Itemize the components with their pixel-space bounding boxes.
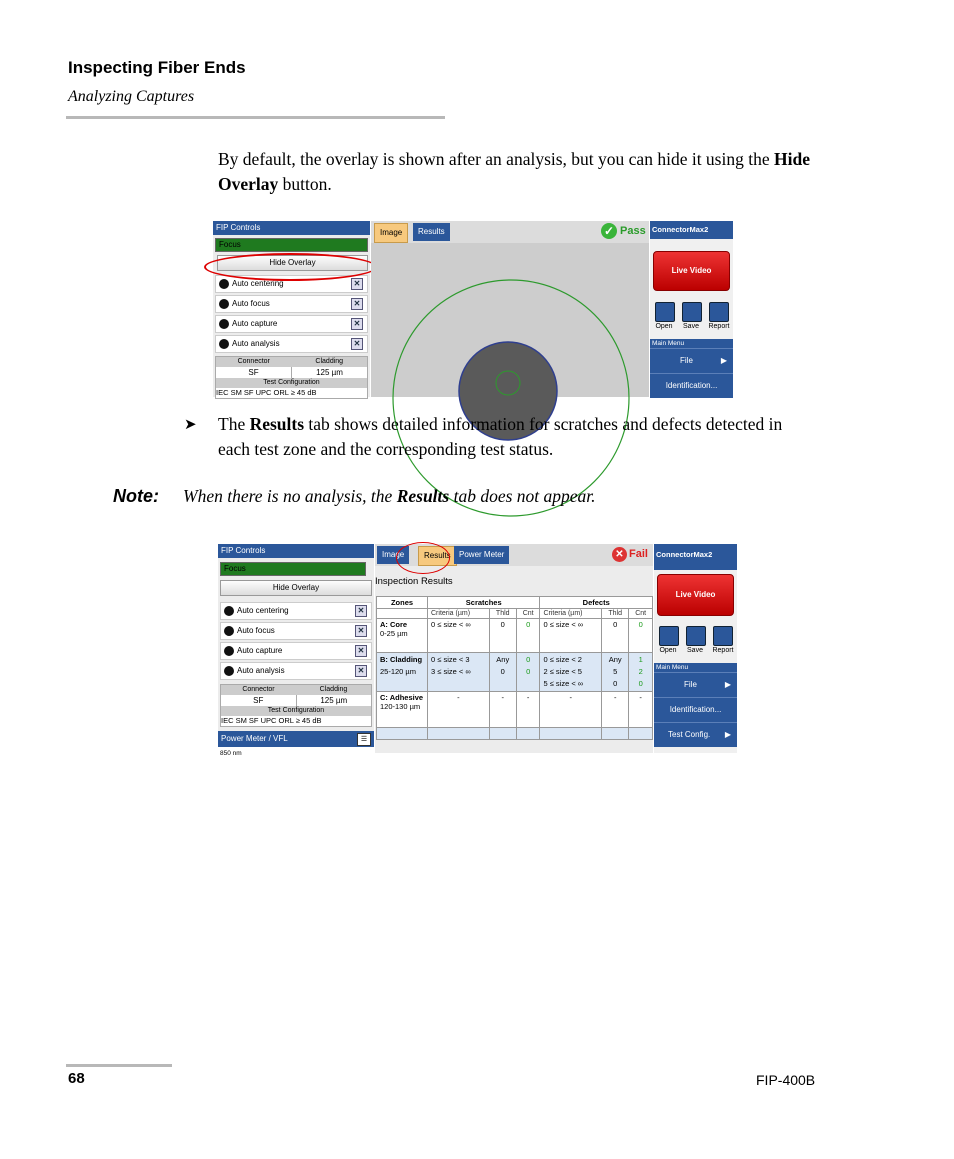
brand-title: ConnectorMax2 (650, 221, 733, 239)
intro-text-after: button. (278, 174, 332, 194)
open-icon[interactable] (659, 626, 679, 646)
wavelength-value: 850 nm (218, 747, 374, 770)
close-icon[interactable]: ✕ (355, 625, 367, 637)
test-config-value: IEC SM SF UPC ORL ≥ 45 dB (216, 388, 317, 397)
menu-test-config-label: Test Config. (668, 730, 711, 739)
power-meter-title[interactable] (218, 731, 374, 747)
annotation-circle (204, 253, 377, 281)
page-title: Inspecting Fiber Ends (68, 58, 246, 77)
sub-thld: Thld (489, 609, 516, 619)
d-criteria: - (540, 692, 602, 728)
tab-image[interactable]: Image (377, 546, 409, 564)
zone-name: B: Cladding (380, 655, 423, 664)
col-scratches: Scratches (428, 597, 540, 609)
knob-icon (219, 279, 229, 289)
test-config-value: IEC SM SF UPC ORL ≥ 45 dB (221, 716, 322, 725)
menu-file[interactable] (650, 348, 733, 373)
s-thld: Any 0 (489, 653, 516, 692)
fail-icon: ✕ (612, 547, 627, 562)
header-rule (66, 116, 445, 119)
results-table (376, 596, 653, 740)
knob-icon (219, 339, 229, 349)
fiber-image (371, 243, 649, 397)
option-label: Auto analysis (237, 666, 285, 675)
note-text-before: When there is no analysis, the (183, 486, 397, 506)
connector-table (220, 684, 372, 727)
option-label: Auto capture (237, 646, 283, 655)
zones-empty (377, 609, 428, 619)
right-panel (650, 221, 733, 397)
save-icon[interactable] (686, 626, 706, 646)
right-panel (654, 544, 737, 753)
close-icon[interactable]: ✕ (355, 645, 367, 657)
fip-controls-panel (213, 221, 370, 397)
knob-icon (224, 666, 234, 676)
tab-power-meter[interactable]: Power Meter (454, 546, 509, 564)
status-pass: Pass (620, 225, 646, 237)
main-menu-label: Main Menu (650, 339, 733, 348)
knob-icon (219, 299, 229, 309)
auto-focus-row[interactable] (220, 622, 372, 640)
fip-controls-title: FIP Controls (213, 221, 370, 235)
live-video-button[interactable]: Live Video (653, 251, 730, 291)
sub-thld: Thld (602, 609, 629, 619)
s-criteria: 0 ≤ size < 3 3 ≤ size < ∞ (428, 653, 490, 692)
zone-name: C: Adhesive (380, 693, 424, 702)
connector-table (215, 356, 368, 399)
s-cnt: 0 (516, 619, 540, 653)
check-icon: ✓ (601, 223, 617, 239)
close-icon[interactable]: ✕ (351, 298, 363, 310)
cladding-value: 125 µm (316, 368, 343, 377)
intro-bold: Hide Overlay (218, 149, 810, 194)
sub-cnt: Cnt (516, 609, 540, 619)
d-cnt: - (629, 692, 653, 728)
save-label: Save (687, 647, 703, 654)
sub-criteria: Criteria (µm) (428, 609, 490, 619)
fip-controls-panel (218, 544, 374, 757)
auto-focus-row[interactable] (215, 295, 368, 313)
report-icon[interactable] (713, 626, 733, 646)
fip-controls-title: FIP Controls (218, 544, 374, 558)
col-defects: Defects (540, 597, 653, 609)
s-criteria: - (428, 692, 490, 728)
s-thld: 0 (489, 619, 516, 653)
option-label: Auto analysis (232, 339, 280, 348)
test-config-header: Test Configuration (221, 706, 371, 716)
table-row-partial (377, 728, 653, 740)
d-criteria: 0 ≤ size < ∞ (540, 619, 602, 653)
intro-text-before: By default, the overlay is shown after an analysis, but you can hide it using the (218, 149, 774, 169)
knob-icon (224, 606, 234, 616)
intro-paragraph (218, 147, 818, 197)
auto-capture-row[interactable] (215, 315, 368, 333)
zone-cell (377, 692, 428, 728)
brand-title: ConnectorMax2 (654, 544, 737, 570)
bullet-bold: Results (249, 414, 305, 434)
auto-analysis-row[interactable] (215, 335, 368, 353)
auto-analysis-row[interactable] (220, 662, 372, 680)
cladding-value: 125 µm (320, 696, 348, 705)
col-zones: Zones (377, 597, 428, 609)
report-label: Report (708, 323, 730, 330)
close-icon[interactable]: ✕ (351, 278, 363, 290)
tab-bar (371, 221, 649, 243)
zone-name: A: Core (380, 620, 408, 629)
d-cnt: 1 2 0 (629, 653, 653, 692)
menu-file[interactable] (654, 672, 737, 697)
menu-identification[interactable]: Identification... (654, 697, 737, 722)
auto-capture-row[interactable] (220, 642, 372, 660)
report-label: Report (712, 647, 734, 654)
arrow-right-icon: ▶ (724, 680, 731, 689)
d-thld: 0 (602, 619, 629, 653)
d-cnt: 0 (629, 619, 653, 653)
tab-results[interactable]: Results (418, 546, 457, 566)
sub-criteria: Criteria (µm) (540, 609, 602, 619)
close-icon[interactable]: ✕ (351, 338, 363, 350)
table-row (377, 653, 653, 692)
cladding-header: Cladding (315, 358, 344, 365)
menu-identification[interactable]: Identification... (650, 373, 733, 398)
main-menu-label: Main Menu (654, 663, 737, 672)
close-icon[interactable]: ✕ (355, 605, 367, 617)
d-criteria: 0 ≤ size < 2 2 ≤ size < 5 5 ≤ size < ∞ (540, 653, 602, 692)
arrow-right-icon: ▶ (724, 730, 731, 739)
d-thld: - (602, 692, 629, 728)
results-area (375, 544, 653, 753)
test-config-header: Test Configuration (216, 378, 367, 388)
open-label: Open (655, 323, 673, 330)
menu-test-config[interactable] (654, 722, 737, 747)
note-bold: Results (396, 486, 450, 506)
tab-image[interactable]: Image (374, 223, 408, 243)
open-label: Open (659, 647, 677, 654)
status-fail: Fail (629, 548, 648, 560)
zone-range: 120-130 µm (380, 702, 421, 711)
option-label: Auto capture (232, 319, 278, 328)
bullet-text-after: tab shows detailed information for scratches and defects detected in each test zone and the corresponding test status. (218, 414, 783, 459)
s-cnt: - (516, 692, 540, 728)
connector-value: SF (221, 695, 297, 706)
table-row (377, 692, 653, 728)
zone-range: 0-25 µm (380, 629, 408, 638)
hide-overlay-button[interactable]: Hide Overlay (220, 580, 372, 596)
connector-value: SF (216, 367, 292, 378)
page-number: 68 (68, 1070, 85, 1087)
focus-bar[interactable]: Focus (215, 238, 368, 252)
zone-range: 25-120 µm (380, 667, 417, 676)
save-icon[interactable] (682, 302, 702, 322)
menu-file-label: File (680, 356, 693, 365)
knob-icon (219, 319, 229, 329)
close-icon[interactable]: ✕ (355, 665, 367, 677)
bullet-text-before: The (218, 414, 250, 434)
inspection-results-title: Inspection Results (375, 576, 453, 587)
report-icon[interactable] (709, 302, 729, 322)
option-label: Auto centering (237, 606, 289, 615)
arrow-right-icon: ▶ (720, 356, 727, 365)
sub-cnt: Cnt (629, 609, 653, 619)
option-label: Auto focus (232, 299, 270, 308)
page-subtitle: Analyzing Captures (68, 88, 195, 105)
close-icon[interactable]: ✕ (351, 318, 363, 330)
image-area (371, 221, 649, 397)
open-icon[interactable] (655, 302, 675, 322)
hide-overlay-button[interactable]: Hide Overlay (217, 255, 368, 271)
focus-bar[interactable]: Focus (220, 562, 366, 576)
bullet-paragraph (218, 412, 818, 462)
screenshot-results (218, 544, 737, 757)
s-cnt: 0 0 (516, 653, 540, 692)
annotation-circle (396, 542, 450, 574)
knob-icon (224, 646, 234, 656)
d-thld: Any 5 0 (602, 653, 629, 692)
tab-results[interactable]: Results (413, 223, 450, 241)
note-text-after: tab does not appear. (449, 486, 596, 506)
connector-header: Connector (242, 686, 275, 693)
s-criteria: 0 ≤ size < ∞ (428, 619, 490, 653)
s-thld: - (489, 692, 516, 728)
zone-cell (377, 653, 428, 692)
knob-icon (224, 626, 234, 636)
option-label: Auto centering (232, 279, 284, 288)
connector-header: Connector (237, 358, 270, 365)
zone-cell (377, 619, 428, 653)
bullet-marker: ➤ (184, 417, 197, 433)
note-label: Note: (113, 486, 159, 506)
save-label: Save (683, 323, 699, 330)
screenshot-overlay (213, 221, 733, 397)
note-text (183, 486, 596, 507)
cladding-header: Cladding (319, 686, 348, 693)
product-name: FIP-400B (756, 1072, 816, 1088)
menu-file-label: File (684, 680, 697, 689)
auto-centering-row[interactable] (220, 602, 372, 620)
table-row (377, 619, 653, 653)
footer-rule (66, 1064, 172, 1067)
live-video-button[interactable]: Live Video (657, 574, 734, 616)
option-label: Auto focus (237, 626, 275, 635)
power-meter-label: Power Meter / VFL (221, 734, 288, 743)
list-icon[interactable]: ☰ (357, 733, 371, 746)
